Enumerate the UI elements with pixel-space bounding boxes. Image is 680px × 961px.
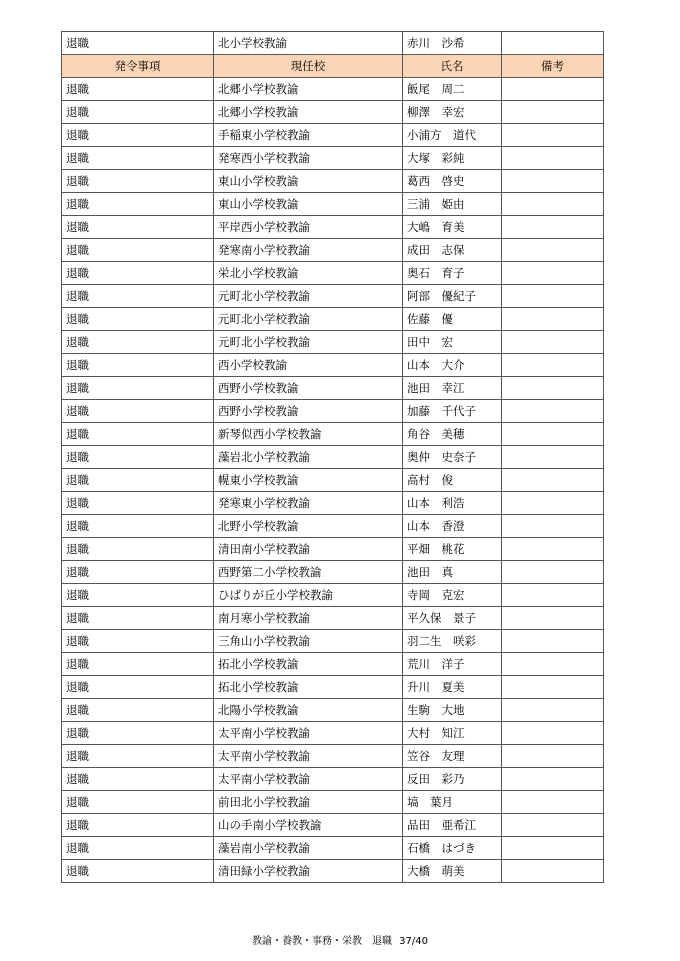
school-cell: 南月寒小学校教諭 xyxy=(214,607,403,630)
name-cell: 佐藤 優 xyxy=(403,308,502,331)
name-cell: 笠谷 友理 xyxy=(403,745,502,768)
name-cell: 羽二生 咲彩 xyxy=(403,630,502,653)
action-cell: 退職 xyxy=(62,101,214,124)
name-cell: 高村 俊 xyxy=(403,469,502,492)
table-row xyxy=(62,400,604,423)
action-cell: 退職 xyxy=(62,239,214,262)
school-cell: 太平南小学校教諭 xyxy=(214,722,403,745)
table-row xyxy=(62,32,604,55)
table-row xyxy=(62,239,604,262)
name-cell: 石橋 はづき xyxy=(403,837,502,860)
action-cell: 退職 xyxy=(62,262,214,285)
note-cell xyxy=(502,147,604,170)
note-cell xyxy=(502,561,604,584)
action-cell: 退職 xyxy=(62,676,214,699)
action-cell: 退職 xyxy=(62,193,214,216)
table-row xyxy=(62,745,604,768)
table-row xyxy=(62,630,604,653)
school-cell: 西野小学校教諭 xyxy=(214,400,403,423)
name-cell: 平畑 桃花 xyxy=(403,538,502,561)
note-cell xyxy=(502,354,604,377)
table-row xyxy=(62,170,604,193)
school-cell: 手稲東小学校教諭 xyxy=(214,124,403,147)
note-cell xyxy=(502,239,604,262)
name-cell: 大塚 彩純 xyxy=(403,147,502,170)
note-cell xyxy=(502,285,604,308)
name-cell: 赤川 沙希 xyxy=(403,32,502,55)
note-cell xyxy=(502,492,604,515)
note-cell xyxy=(502,308,604,331)
note-cell xyxy=(502,423,604,446)
table-row xyxy=(62,193,604,216)
school-cell: ひばりが丘小学校教諭 xyxy=(214,584,403,607)
note-cell xyxy=(502,791,604,814)
school-cell: 東山小学校教諭 xyxy=(214,170,403,193)
note-cell xyxy=(502,653,604,676)
table-row xyxy=(62,446,604,469)
page-footer xyxy=(0,932,680,947)
table-row xyxy=(62,216,604,239)
footer-category: 教諭・養教・事務・栄教 退職 xyxy=(251,936,392,947)
school-cell: 清田南小学校教諭 xyxy=(214,538,403,561)
school-cell: 栄北小学校教諭 xyxy=(214,262,403,285)
note-cell xyxy=(502,630,604,653)
footer-page-number: 37/40 xyxy=(399,936,428,947)
note-cell xyxy=(502,469,604,492)
action-cell: 退職 xyxy=(62,630,214,653)
table-row xyxy=(62,377,604,400)
name-cell: 山本 利浩 xyxy=(403,492,502,515)
table-row xyxy=(62,262,604,285)
table-row xyxy=(62,676,604,699)
name-cell: 大村 知江 xyxy=(403,722,502,745)
action-cell: 退職 xyxy=(62,469,214,492)
note-cell xyxy=(502,377,604,400)
name-cell: 山本 香澄 xyxy=(403,515,502,538)
note-cell xyxy=(502,860,604,883)
note-cell xyxy=(502,745,604,768)
name-cell: 升川 夏美 xyxy=(403,676,502,699)
note-cell xyxy=(502,515,604,538)
school-cell: 元町北小学校教諭 xyxy=(214,331,403,354)
note-cell xyxy=(502,538,604,561)
action-cell: 退職 xyxy=(62,699,214,722)
note-cell xyxy=(502,768,604,791)
header-name: 氏名 xyxy=(403,55,502,78)
table-row xyxy=(62,860,604,883)
action-cell: 退職 xyxy=(62,860,214,883)
action-cell: 退職 xyxy=(62,285,214,308)
name-cell: 葛西 啓史 xyxy=(403,170,502,193)
note-cell xyxy=(502,699,604,722)
name-cell: 寺岡 克宏 xyxy=(403,584,502,607)
note-cell xyxy=(502,101,604,124)
note-cell xyxy=(502,216,604,239)
name-cell: 奥仲 史奈子 xyxy=(403,446,502,469)
school-cell: 北郷小学校教諭 xyxy=(214,101,403,124)
school-cell: 北陽小学校教諭 xyxy=(214,699,403,722)
action-cell: 退職 xyxy=(62,446,214,469)
header-action: 発令事項 xyxy=(62,55,214,78)
note-cell xyxy=(502,124,604,147)
school-cell: 太平南小学校教諭 xyxy=(214,768,403,791)
table-row xyxy=(62,561,604,584)
name-cell: 塙 葉月 xyxy=(403,791,502,814)
table-row xyxy=(62,78,604,101)
action-cell: 退職 xyxy=(62,32,214,55)
school-cell: 藻岩南小学校教諭 xyxy=(214,837,403,860)
name-cell: 大橋 萌美 xyxy=(403,860,502,883)
header-note: 備考 xyxy=(502,55,604,78)
name-cell: 平久保 景子 xyxy=(403,607,502,630)
header-school: 現任校 xyxy=(214,55,403,78)
school-cell: 三角山小学校教諭 xyxy=(214,630,403,653)
table-row xyxy=(62,538,604,561)
action-cell: 退職 xyxy=(62,423,214,446)
note-cell xyxy=(502,607,604,630)
action-cell: 退職 xyxy=(62,584,214,607)
school-cell: 北郷小学校教諭 xyxy=(214,78,403,101)
school-cell: 新琴似西小学校教諭 xyxy=(214,423,403,446)
table-row xyxy=(62,584,604,607)
note-cell xyxy=(502,400,604,423)
action-cell: 退職 xyxy=(62,400,214,423)
personnel-table xyxy=(61,31,604,883)
table-row xyxy=(62,837,604,860)
action-cell: 退職 xyxy=(62,354,214,377)
school-cell: 幌東小学校教諭 xyxy=(214,469,403,492)
note-cell xyxy=(502,584,604,607)
action-cell: 退職 xyxy=(62,653,214,676)
action-cell: 退職 xyxy=(62,837,214,860)
table-row xyxy=(62,722,604,745)
name-cell: 阿部 優紀子 xyxy=(403,285,502,308)
note-cell xyxy=(502,193,604,216)
school-cell: 前田北小学校教諭 xyxy=(214,791,403,814)
name-cell: 反田 彩乃 xyxy=(403,768,502,791)
action-cell: 退職 xyxy=(62,791,214,814)
school-cell: 太平南小学校教諭 xyxy=(214,745,403,768)
table-row xyxy=(62,285,604,308)
name-cell: 角谷 美穂 xyxy=(403,423,502,446)
action-cell: 退職 xyxy=(62,124,214,147)
action-cell: 退職 xyxy=(62,308,214,331)
table-row xyxy=(62,331,604,354)
note-cell xyxy=(502,446,604,469)
action-cell: 退職 xyxy=(62,331,214,354)
action-cell: 退職 xyxy=(62,745,214,768)
name-cell: 池田 幸江 xyxy=(403,377,502,400)
note-cell xyxy=(502,676,604,699)
action-cell: 退職 xyxy=(62,170,214,193)
note-cell xyxy=(502,837,604,860)
table-row xyxy=(62,147,604,170)
school-cell: 拓北小学校教諭 xyxy=(214,653,403,676)
action-cell: 退職 xyxy=(62,216,214,239)
note-cell xyxy=(502,170,604,193)
note-cell xyxy=(502,814,604,837)
school-cell: 平岸西小学校教諭 xyxy=(214,216,403,239)
school-cell: 元町北小学校教諭 xyxy=(214,308,403,331)
table-row xyxy=(62,423,604,446)
note-cell xyxy=(502,722,604,745)
note-cell xyxy=(502,32,604,55)
table-row xyxy=(62,124,604,147)
name-cell: 奥石 育子 xyxy=(403,262,502,285)
school-cell: 藻岩北小学校教諭 xyxy=(214,446,403,469)
table-row xyxy=(62,101,604,124)
action-cell: 退職 xyxy=(62,377,214,400)
action-cell: 退職 xyxy=(62,492,214,515)
name-cell: 三浦 姫由 xyxy=(403,193,502,216)
note-cell xyxy=(502,331,604,354)
school-cell: 元町北小学校教諭 xyxy=(214,285,403,308)
school-cell: 西野小学校教諭 xyxy=(214,377,403,400)
school-cell: 西野第二小学校教諭 xyxy=(214,561,403,584)
action-cell: 退職 xyxy=(62,722,214,745)
name-cell: 山本 大介 xyxy=(403,354,502,377)
action-cell: 退職 xyxy=(62,768,214,791)
name-cell: 品田 亜希江 xyxy=(403,814,502,837)
action-cell: 退職 xyxy=(62,607,214,630)
table-row xyxy=(62,492,604,515)
school-cell: 拓北小学校教諭 xyxy=(214,676,403,699)
name-cell: 飯尾 周二 xyxy=(403,78,502,101)
action-cell: 退職 xyxy=(62,538,214,561)
name-cell: 池田 真 xyxy=(403,561,502,584)
name-cell: 成田 志保 xyxy=(403,239,502,262)
note-cell xyxy=(502,262,604,285)
school-cell: 北小学校教諭 xyxy=(214,32,403,55)
school-cell: 北野小学校教諭 xyxy=(214,515,403,538)
school-cell: 西小学校教諭 xyxy=(214,354,403,377)
school-cell: 山の手南小学校教諭 xyxy=(214,814,403,837)
action-cell: 退職 xyxy=(62,78,214,101)
table-row xyxy=(62,791,604,814)
school-cell: 発寒南小学校教諭 xyxy=(214,239,403,262)
table-row xyxy=(62,308,604,331)
note-cell xyxy=(502,78,604,101)
school-cell: 発寒西小学校教諭 xyxy=(214,147,403,170)
table-row xyxy=(62,515,604,538)
action-cell: 退職 xyxy=(62,814,214,837)
table-row xyxy=(62,699,604,722)
table-header-row xyxy=(62,55,604,78)
table-row xyxy=(62,607,604,630)
school-cell: 清田緑小学校教諭 xyxy=(214,860,403,883)
table-row xyxy=(62,469,604,492)
name-cell: 生駒 大地 xyxy=(403,699,502,722)
name-cell: 加藤 千代子 xyxy=(403,400,502,423)
name-cell: 大嶋 育美 xyxy=(403,216,502,239)
school-cell: 東山小学校教諭 xyxy=(214,193,403,216)
table-row xyxy=(62,814,604,837)
table-row xyxy=(62,354,604,377)
name-cell: 柳澤 幸宏 xyxy=(403,101,502,124)
name-cell: 荒川 洋子 xyxy=(403,653,502,676)
table-row xyxy=(62,768,604,791)
action-cell: 退職 xyxy=(62,515,214,538)
action-cell: 退職 xyxy=(62,561,214,584)
name-cell: 田中 宏 xyxy=(403,331,502,354)
action-cell: 退職 xyxy=(62,147,214,170)
table-row xyxy=(62,653,604,676)
school-cell: 発寒東小学校教諭 xyxy=(214,492,403,515)
name-cell: 小浦方 道代 xyxy=(403,124,502,147)
